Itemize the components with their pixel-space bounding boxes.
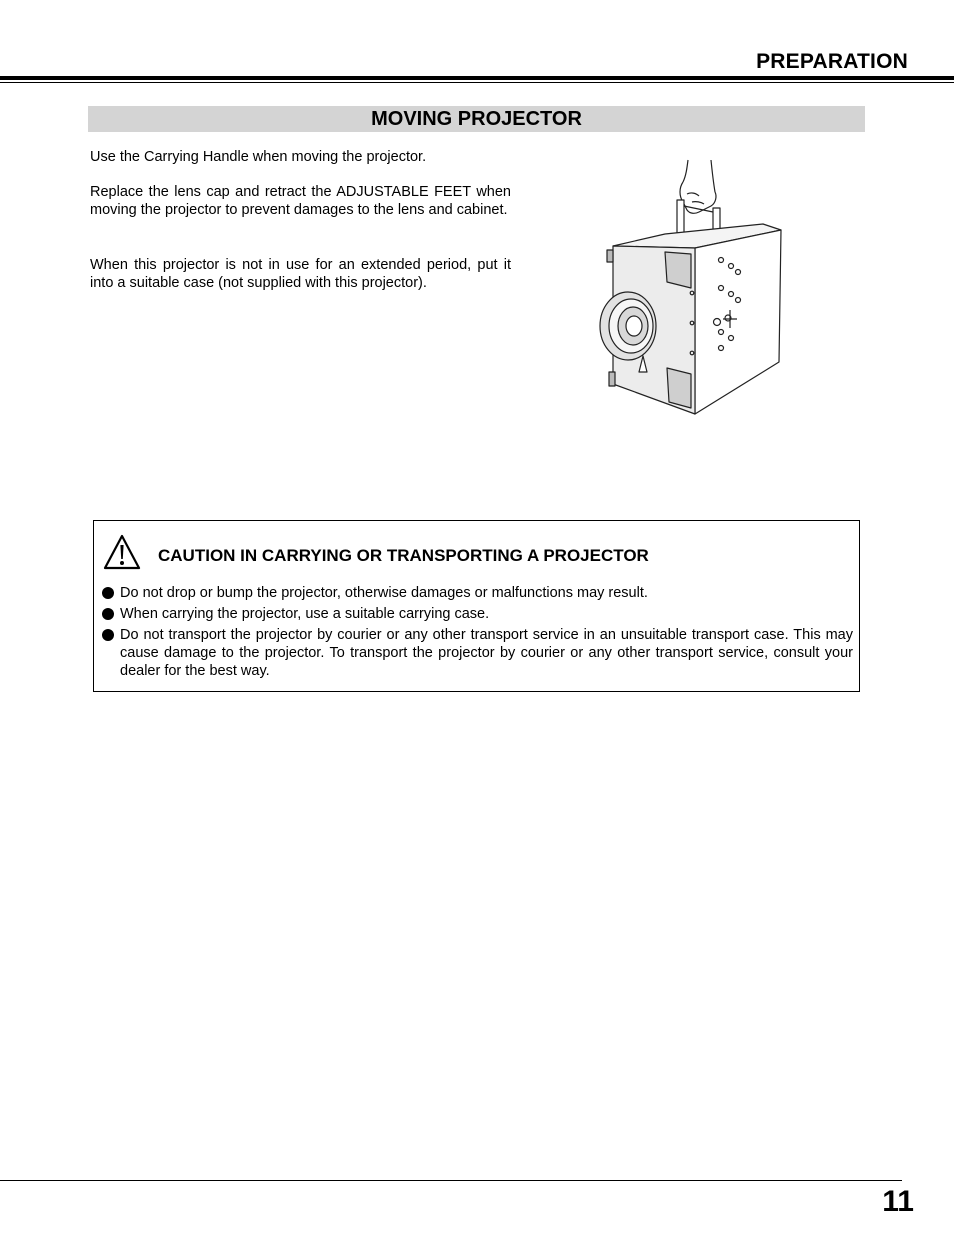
caution-item xyxy=(102,626,853,680)
bullet-icon xyxy=(102,587,114,599)
bullet-icon xyxy=(102,629,114,641)
caution-item xyxy=(102,605,853,623)
caution-item-text: When carrying the projector, use a suitable carrying case. xyxy=(120,606,490,622)
paragraph-lens-cap: Replace the lens cap and retract the ADJUSTABLE FEET when moving the projector to prevent damages to the lens and cabinet. xyxy=(90,184,511,218)
paragraph-storage: When this projector is not in use for an extended period, put it into a suitable case (not supplied with this projector). xyxy=(90,257,511,291)
caution-item xyxy=(102,584,853,602)
header-rule-thin xyxy=(0,82,954,83)
page-number: 11 xyxy=(882,1185,914,1218)
projector-carried-by-handle-icon xyxy=(595,158,790,420)
caution-box xyxy=(93,520,860,692)
bullet-icon xyxy=(102,608,114,620)
caution-title: CAUTION IN CARRYING OR TRANSPORTING A PROJECTOR xyxy=(158,546,649,565)
page-title: MOVING PROJECTOR xyxy=(88,106,865,132)
caution-item-text: Do not drop or bump the projector, otherwise damages or malfunctions may result. xyxy=(120,585,648,601)
paragraph-carrying-handle: Use the Carrying Handle when moving the projector. xyxy=(90,149,427,165)
section-title: PREPARATION xyxy=(756,50,908,73)
warning-triangle-icon xyxy=(103,534,141,570)
caution-item-text: Do not transport the projector by courier or any other transport service in an unsuitable transport case. This may cause damage to the projector. To transport the projector by courier or any other transport service, consult your dealer for the best way. xyxy=(120,627,853,679)
caution-list xyxy=(102,584,853,683)
footer-rule xyxy=(0,1180,902,1181)
header-rule-thick xyxy=(0,76,954,80)
